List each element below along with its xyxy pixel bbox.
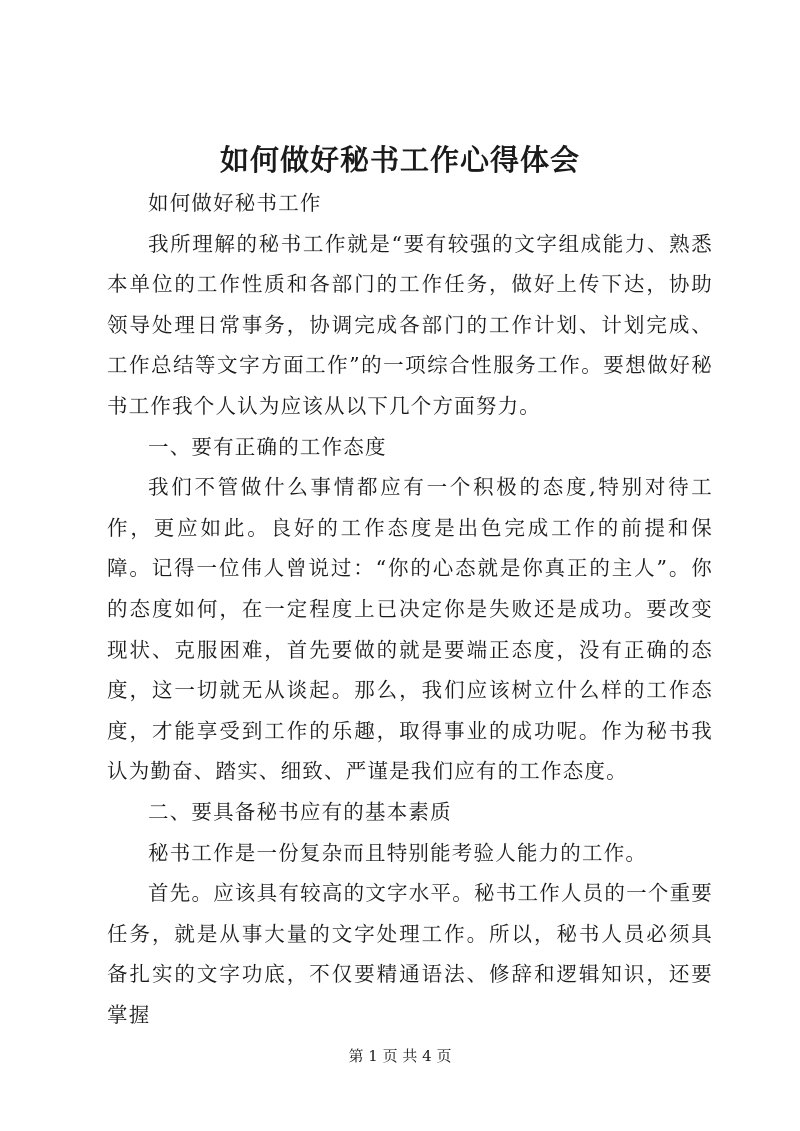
paragraph-intro: 我所理解的秘书工作就是“要有较强的文字组成能力、熟悉本单位的工作性质和各部门的工作任务，做好上传下达，协助领导处理日常事务，协调完成各部门的工作计划、计划完成、工作总结等文字方面工作”的一项综合性服务工作。要想做好秘书工作我个人认为应该从以下几个方面努力。 xyxy=(107,231,713,418)
paragraph-attitude: 我们不管做什么事情都应有一个积极的态度,特别对待工作，更应如此。良好的工作态度是出色完成工作的前提和保障。记得一位伟人曾说过：“你的心态就是你真正的主人”。你的态度如何，在一定程度上已决定你是失败还是成功。要改变现状、克服困难，首先要做的就是要端正态度，没有正确的态度，这一切就无从谈起。那么，我们应该树立什么样的工作态度，才能享受到工作的乐趣，取得事业的成功呢。作为秘书我认为勤奋、踏实、细致、严谨是我们应有的工作态度。 xyxy=(107,475,713,784)
document-body xyxy=(107,183,713,1035)
section-heading-1: 一、要有正确的工作态度 xyxy=(148,434,387,459)
paragraph-writing: 首先。应该具有较高的文字水平。秘书工作人员的一个重要任务，就是从事大量的文字处理工作。所以，秘书人员必须具备扎实的文字功底，不仅要精通语法、修辞和逻辑知识，还要掌握 xyxy=(107,881,713,1027)
paragraph-qualities: 秘书工作是一份复杂而且特别能考验人能力的工作。 xyxy=(148,840,648,865)
document-title: 如何做好秘书工作心得体会 xyxy=(219,143,580,177)
section-heading-2: 二、要具备秘书应有的基本素质 xyxy=(148,799,452,824)
page-footer: 第 1 页 共 4 页 xyxy=(348,1047,452,1065)
paragraph-subtitle: 如何做好秘书工作 xyxy=(148,191,322,215)
